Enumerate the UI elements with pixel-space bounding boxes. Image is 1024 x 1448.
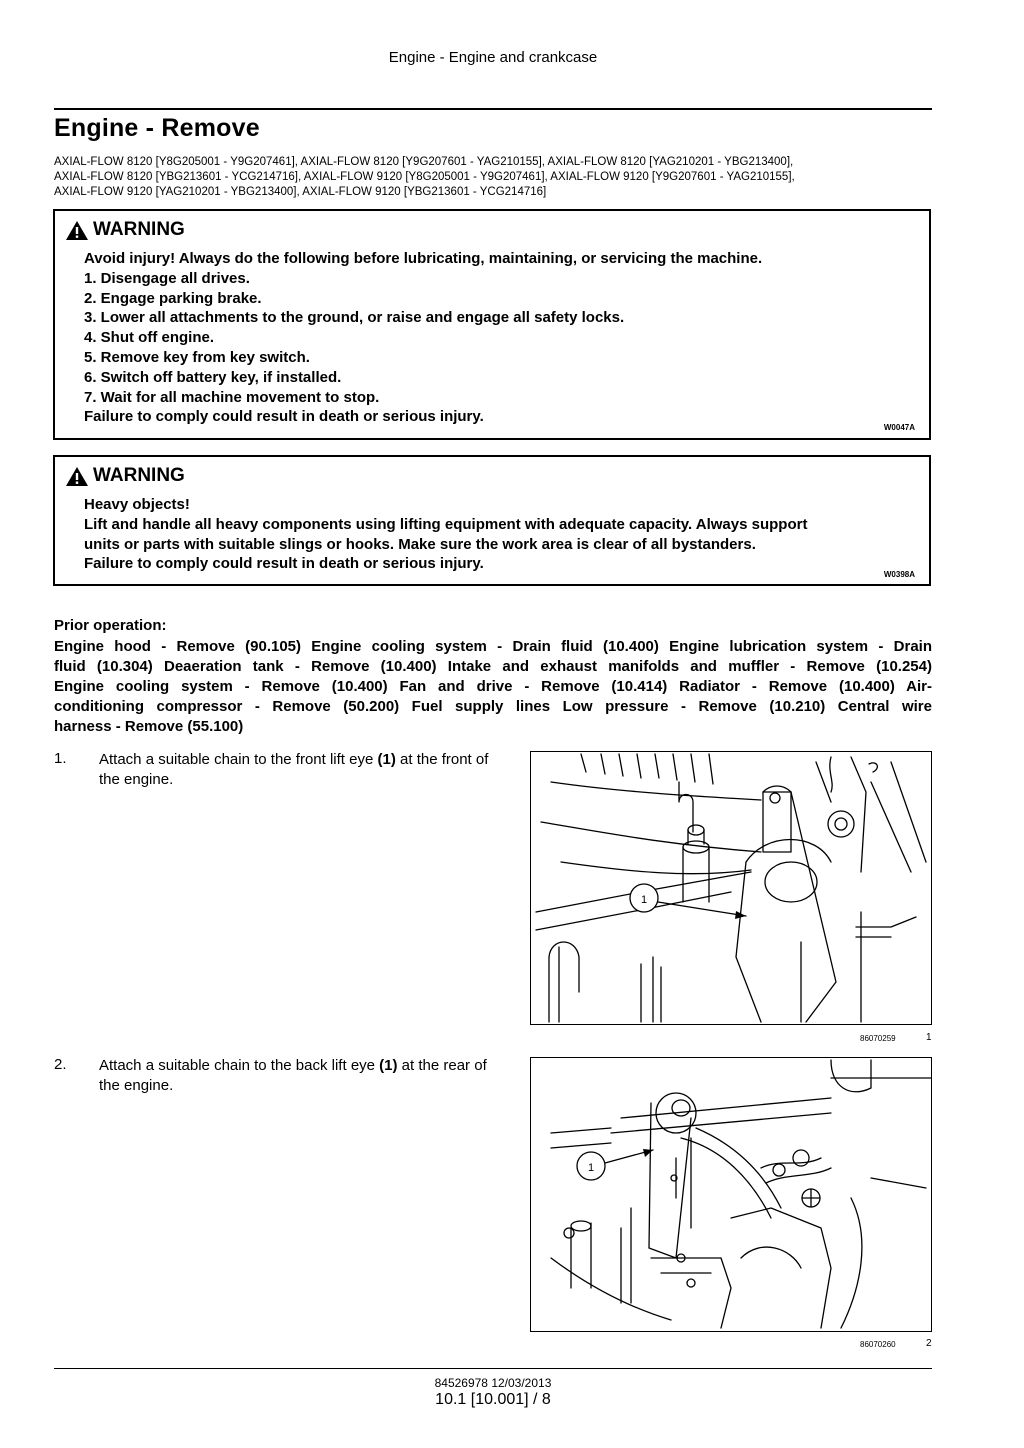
warning-label: WARNING xyxy=(93,465,185,486)
step-number: 2. xyxy=(54,1056,67,1073)
running-header: Engine - Engine and crankcase xyxy=(388,49,598,66)
footer-page-ref: 10.1 [10.001] / 8 xyxy=(435,1391,551,1408)
warning-text xyxy=(84,495,807,574)
step-text-part: at the front of the engine. xyxy=(99,751,489,788)
page-title: Engine - Remove xyxy=(54,114,260,142)
figure-callout-label: 1 xyxy=(640,894,648,906)
warning-line: Heavy objects! xyxy=(84,496,190,513)
footer-rule xyxy=(54,1368,932,1369)
figure-back-lift-eye xyxy=(530,1057,932,1332)
step-text-part: Attach a suitable chain to the front lift eye xyxy=(99,751,378,768)
step-callout: (1) xyxy=(377,751,396,768)
warning-line: 7. Wait for all machine movement to stop. xyxy=(84,388,380,406)
warning-line: 3. Lower all attachments to the ground, or raise and engage all safety locks. xyxy=(84,309,625,327)
step-text-part: Attach a suitable chain to the back lift eye xyxy=(99,1057,380,1074)
warning-line: Lift and handle all heavy components using lifting equipment with adequate capacity. Always support xyxy=(84,515,808,533)
prior-operation-text xyxy=(54,637,932,737)
warning-code: W0047A xyxy=(883,423,915,432)
warning-code: W0398A xyxy=(883,570,915,579)
prior-operation-line: conditioning compressor - Remove (50.200) Fuel supply lines Low pressure - Remove (10.210) Central wire xyxy=(54,698,932,715)
warning-line: 1. Disengage all drives. xyxy=(84,269,250,287)
warning-line: units or parts with suitable slings or hooks. Make sure the work area is clear of all bystanders. xyxy=(84,535,756,553)
applicability-line: AXIAL-FLOW 9120 [YAG210201 - YBG213400], AXIAL-FLOW 9120 [YBG213601 - YCG214716] xyxy=(54,186,547,198)
applicability-line: AXIAL-FLOW 8120 [Y8G205001 - Y9G207461], AXIAL-FLOW 8120 [Y9G207601 - YAG210155], AXIAL-FLOW 8120 [YAG210201 - YBG213400], xyxy=(54,156,794,168)
warning-line: 2. Engage parking brake. xyxy=(84,289,262,307)
front-lift-eye-illustration xyxy=(531,752,931,1024)
applicability-list xyxy=(54,155,934,200)
prior-operation-line: harness - Remove (55.100) xyxy=(54,718,244,735)
prior-operation-label: Prior operation: xyxy=(54,617,167,634)
step-text-part: at the rear of the engine. xyxy=(99,1057,487,1094)
figure-image-id: 86070259 xyxy=(860,1034,896,1043)
warning-line: Failure to comply could result in death or serious injury. xyxy=(84,555,484,573)
prior-operation-line: Engine cooling system - Remove (10.400) Fan and drive - Remove (10.414) Radiator - Remove (10.400) Air- xyxy=(54,678,932,695)
figure-callout-label: 1 xyxy=(587,1162,595,1174)
prior-operation-line: Engine hood - Remove (90.105) Engine cooling system - Drain fluid (10.400) Engine lubrication system - Drain xyxy=(54,638,932,655)
header-rule xyxy=(54,108,932,110)
figure-front-lift-eye xyxy=(530,751,932,1025)
back-lift-eye-illustration xyxy=(531,1058,931,1331)
warning-line: Avoid injury! Always do the following before lubricating, maintaining, or servicing the machine. xyxy=(84,250,763,267)
warning-line: 4. Shut off engine. xyxy=(84,329,214,347)
warning-box-general xyxy=(53,209,931,440)
step-text xyxy=(99,750,499,790)
warning-triangle-icon xyxy=(65,466,89,487)
warning-line: 6. Switch off battery key, if installed. xyxy=(84,368,342,386)
warning-line: Failure to comply could result in death or serious injury. xyxy=(84,408,484,426)
applicability-line: AXIAL-FLOW 8120 [YBG213601 - YCG214716], AXIAL-FLOW 9120 [Y8G205001 - Y9G207461], AXIAL-FLOW 9120 [Y9G207601 - YAG210155], xyxy=(54,171,795,183)
warning-label: WARNING xyxy=(93,219,185,240)
warning-line: 5. Remove key from key switch. xyxy=(84,348,310,366)
warning-box-heavy-objects xyxy=(53,455,931,586)
step-number: 1. xyxy=(54,750,67,767)
figure-image-id: 86070260 xyxy=(860,1340,896,1349)
prior-operation-line: fluid (10.304) Deaeration tank - Remove (10.400) Intake and exhaust manifolds and muffler - Remove (10.254) xyxy=(54,658,932,675)
figure-number: 1 xyxy=(926,1032,932,1043)
warning-heading xyxy=(65,465,185,487)
footer-doc-ref: 84526978 12/03/2013 xyxy=(434,1376,552,1390)
warning-heading xyxy=(65,219,185,241)
step-text xyxy=(99,1056,499,1096)
warning-triangle-icon xyxy=(65,220,89,241)
step-callout: (1) xyxy=(379,1057,398,1074)
warning-text xyxy=(84,249,762,427)
figure-number: 2 xyxy=(926,1338,932,1349)
